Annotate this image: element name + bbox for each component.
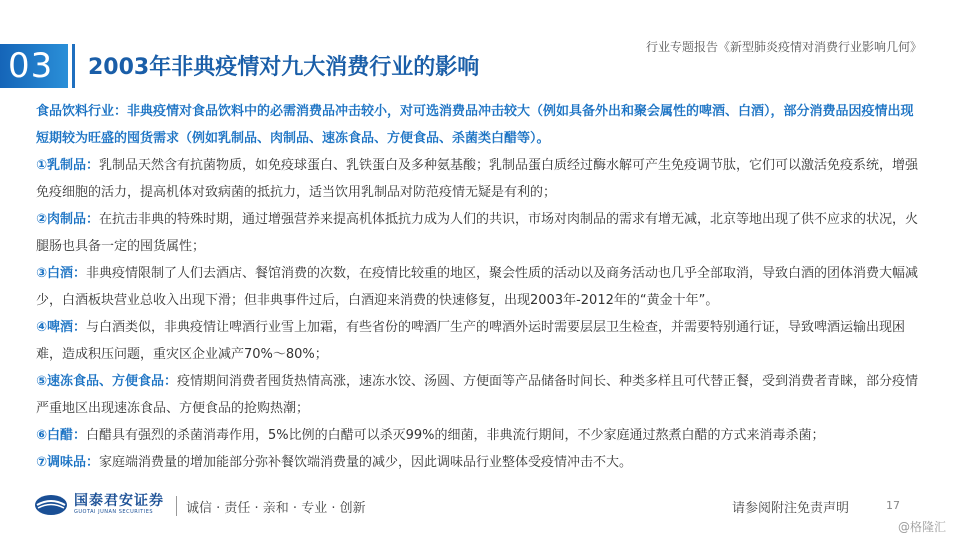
list-item	[36, 368, 926, 422]
item-text: 与白酒类似，非典疫情让啤酒行业雪上加霜，有些省份的啤酒厂生产的啤酒外运时需要层层卫生检查，并需要特别通行证，导致啤酒运输出现困难，造成积压问题，重灾区企业减产70%～80%；	[36, 320, 906, 362]
list-item	[36, 152, 926, 206]
list-item	[36, 206, 926, 260]
item-heading: ①乳制品：	[36, 158, 100, 173]
item-heading: ⑦调味品：	[36, 455, 100, 470]
item-text: 非典疫情限制了人们去酒店、餐馆消费的次数，在疫情比较重的地区，聚会性质的活动以及商务活动也几乎全部取消，导致白酒的团体消费大幅减少，白酒板块营业总收入出现下滑；但非典事件过后，白酒迎来消费的快速修复，出现2003年-2012年的“黄金十年”。	[36, 266, 919, 308]
item-text: 乳制品天然含有抗菌物质，如免疫球蛋白、乳铁蛋白及多种氨基酸；乳制品蛋白质经过酶水解可产生免疫调节肽，它们可以激活免疫系统，增强免疫细胞的活力，提高机体对致病菌的抵抗力，适当饮用乳制品对防范疫情无疑是有利的；	[36, 158, 919, 200]
section-number: 03	[0, 44, 68, 88]
company-slogan: 诚信 · 责任 · 亲和 · 专业 · 创新	[186, 501, 366, 516]
logo-name-cn: 国泰君安证券	[74, 493, 164, 509]
item-heading: ③白酒：	[36, 266, 87, 281]
slide-content	[36, 98, 926, 476]
item-text: 疫情期间消费者囤货热情高涨，速冻水饺、汤圆、方便面等产品储备时间长、种类多样且可代替正餐，受到消费者青睐，部分疫情严重地区出现速冻食品、方便食品的抢购热潮；	[36, 374, 919, 416]
list-item	[36, 314, 926, 368]
item-text: 家庭端消费量的增加能部分弥补餐饮端消费量的减少，因此调味品行业整体受疫情冲击不大。	[99, 455, 633, 470]
section-divider	[72, 44, 75, 88]
item-text: 在抗击非典的特殊时期，通过增强营养来提高机体抵抗力成为人们的共识，市场对肉制品的需求有增无减，北京等地出现了供不应求的状况，火腿肠也具备一定的囤货属性；	[36, 212, 919, 254]
item-heading: ④啤酒：	[36, 320, 87, 335]
company-logo	[34, 494, 164, 516]
item-heading: ⑥白醋：	[36, 428, 87, 443]
intro-paragraph: 食品饮料行业：非典疫情对食品饮料中的必需消费品冲击较小，对可选消费品冲击较大（例如具备外出和聚会属性的啤酒、白酒），部分消费品因疫情出现短期较为旺盛的囤货需求（例如乳制品、肉制品、速冻食品、方便食品、杀菌类白醋等）。	[36, 104, 914, 146]
list-item	[36, 260, 926, 314]
item-heading: ⑤速冻食品、方便食品：	[36, 374, 178, 389]
list-item	[36, 449, 926, 476]
watermark: @格隆汇	[897, 520, 946, 534]
item-heading: ②肉制品：	[36, 212, 100, 227]
logo-name-en: GUOTAI JUNAN SECURITIES	[74, 509, 154, 515]
item-text: 白醋具有强烈的杀菌消毒作用，5%比例的白醋可以杀灭99%的细菌，非典流行期间，不少家庭通过熬煮白醋的方式来消毒杀菌；	[86, 428, 825, 443]
logo-icon	[34, 494, 68, 516]
report-tag: 行业专题报告《新型肺炎疫情对消费行业影响几何》	[645, 40, 922, 54]
page-number: 17	[886, 499, 900, 512]
list-item	[36, 422, 926, 449]
disclaimer-note: 请参阅附注免责声明	[732, 501, 850, 516]
footer-divider	[176, 496, 177, 516]
page-title: 2003年非典疫情对九大消费行业的影响	[88, 55, 480, 80]
